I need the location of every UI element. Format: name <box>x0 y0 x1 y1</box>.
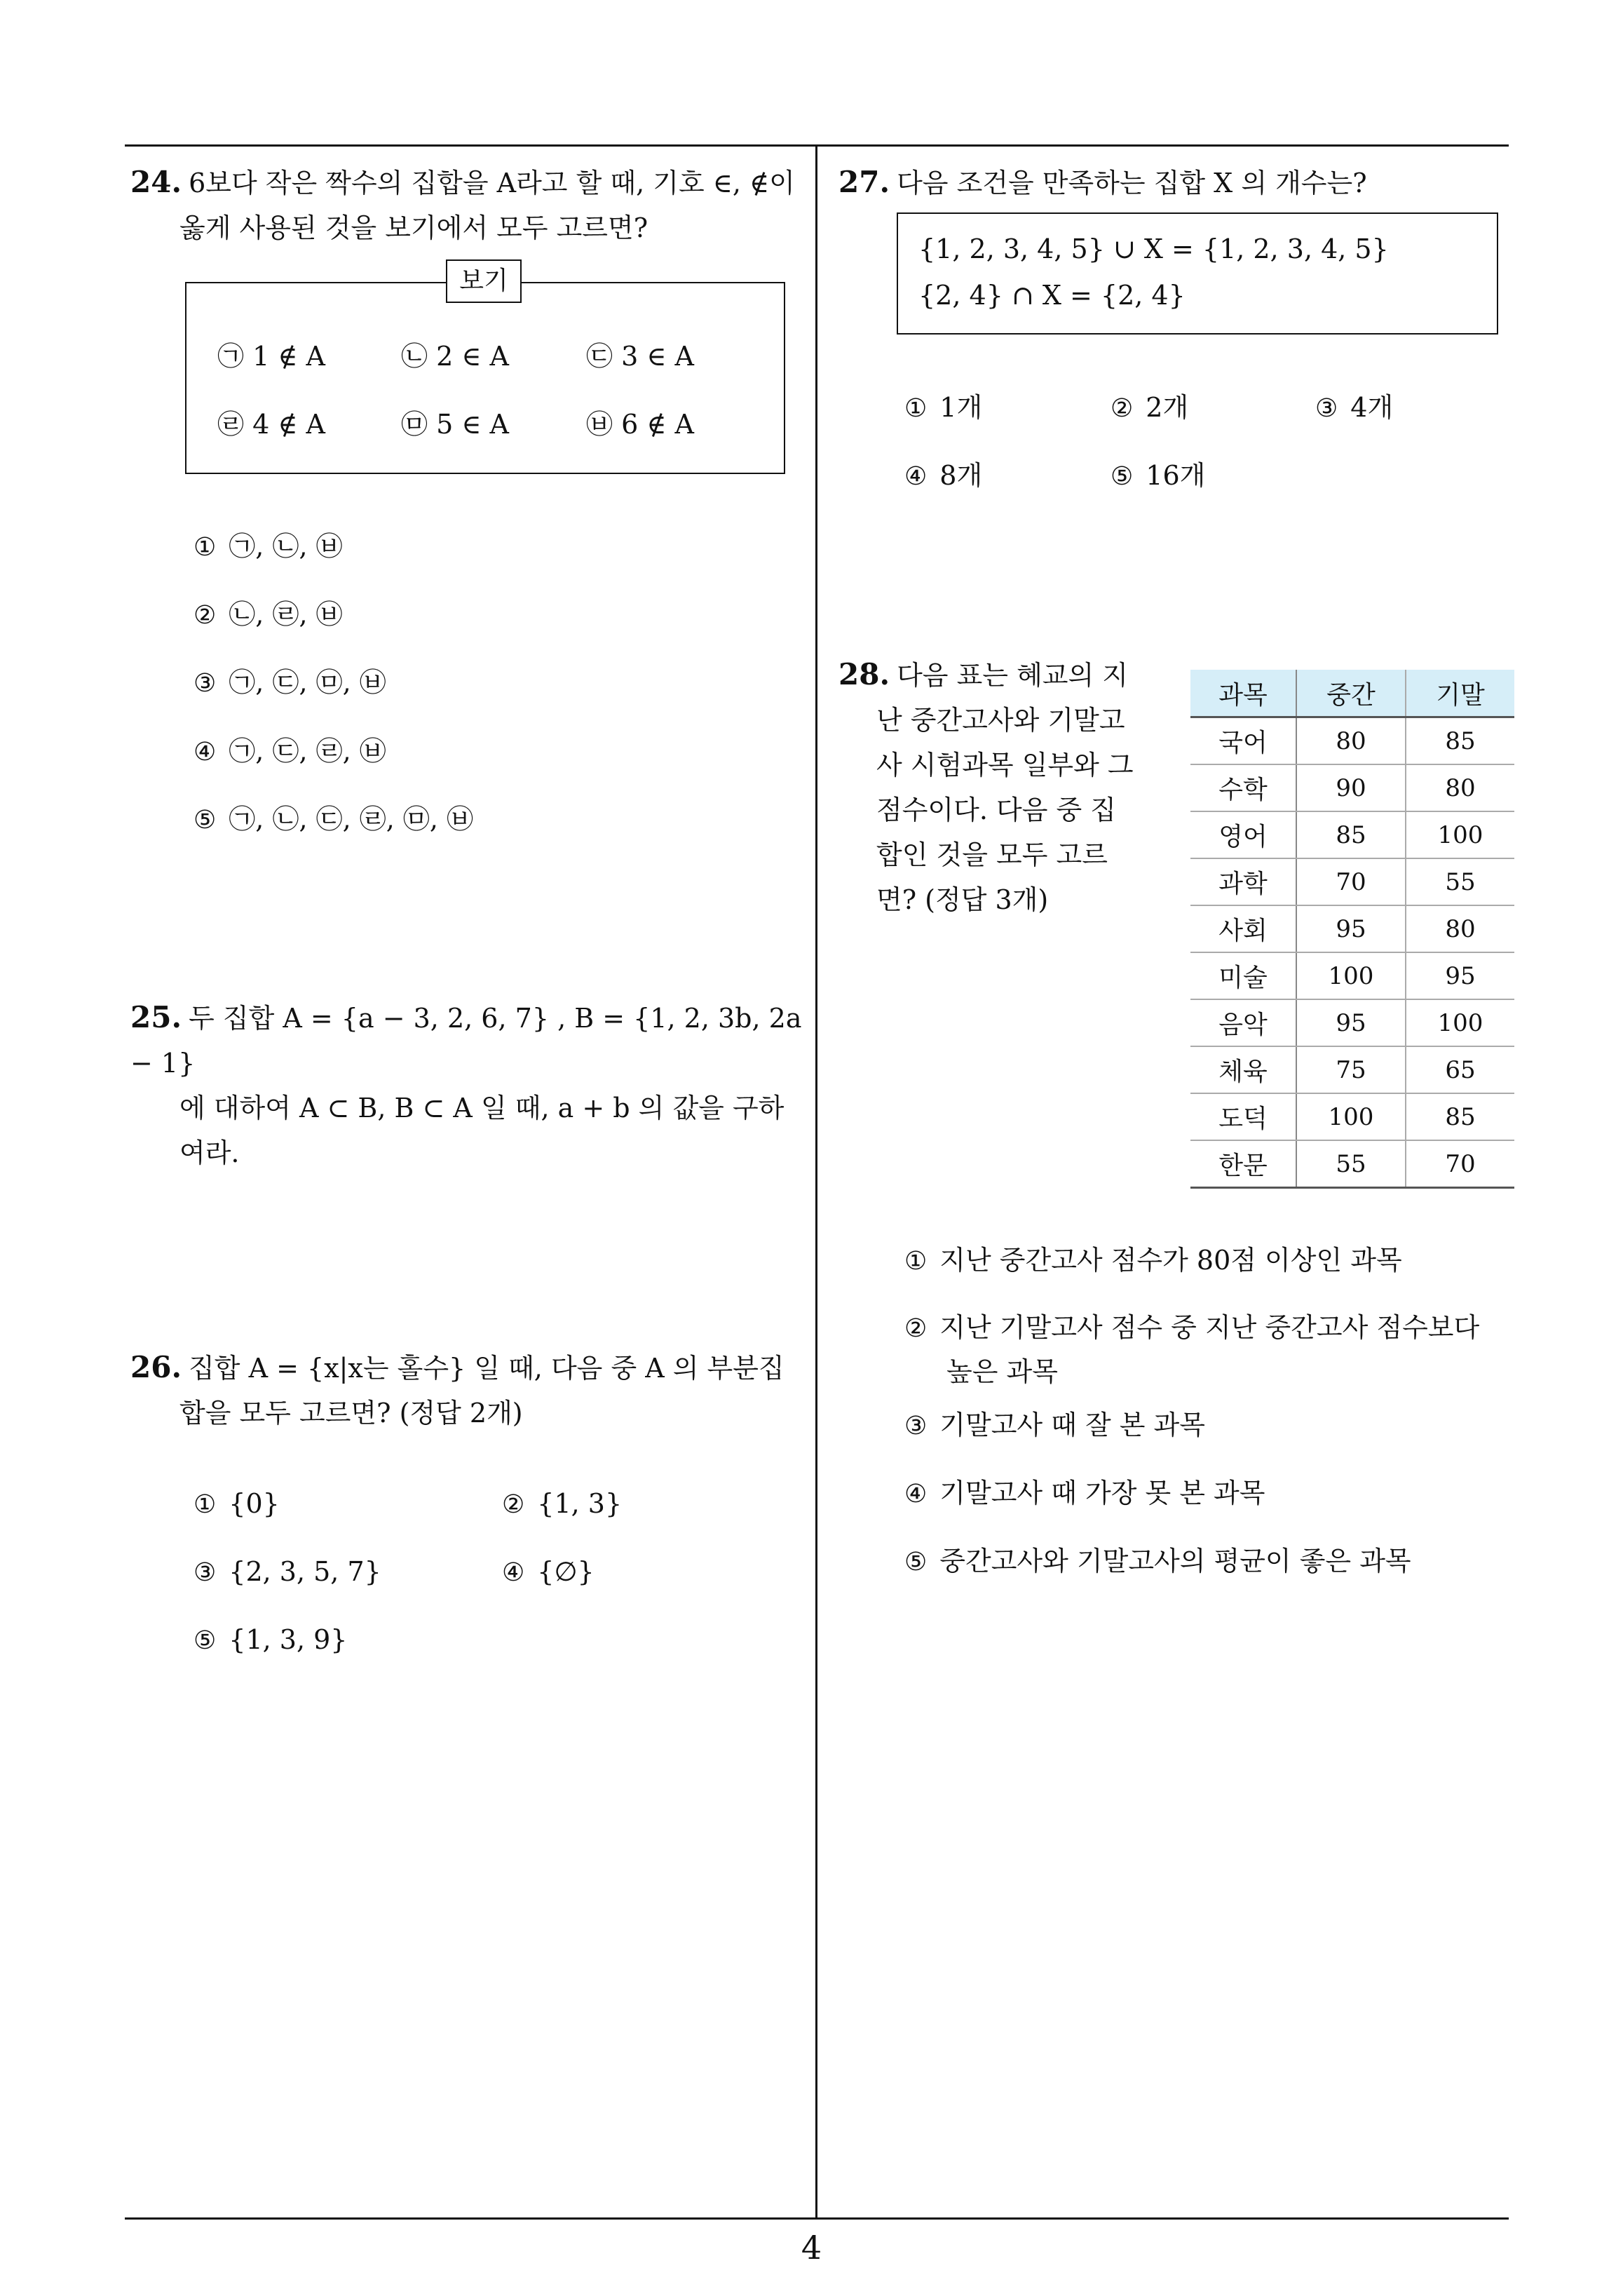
final-score: 65 <box>1406 1046 1514 1093</box>
question-24 <box>130 160 803 250</box>
column-header: 기말 <box>1406 670 1514 717</box>
midterm-score: 85 <box>1296 811 1406 858</box>
table-row <box>1190 905 1514 952</box>
answer-choice[interactable]: ③ ㉠, ㉢, ㉤, ㉥ <box>193 667 386 698</box>
question-number: 26. <box>130 1350 182 1384</box>
score-table <box>1190 670 1514 1189</box>
question-25 <box>130 995 803 1175</box>
condition-line: {2, 4} ∩ X = {2, 4} <box>918 280 1186 311</box>
bottom-rule <box>125 2217 1509 2220</box>
table-row <box>1190 999 1514 1046</box>
question-26 <box>130 1345 803 1436</box>
final-score: 95 <box>1406 952 1514 999</box>
midterm-score: 90 <box>1296 764 1406 811</box>
answer-choice[interactable]: ② 2개 <box>1111 392 1189 423</box>
subject-cell: 음악 <box>1190 999 1296 1046</box>
table-row <box>1190 858 1514 905</box>
subject-cell: 체육 <box>1190 1046 1296 1093</box>
midterm-score: 70 <box>1296 858 1406 905</box>
question-number: 24. <box>130 165 182 199</box>
bogi-item: ㉡ 2 ∈ A <box>401 341 509 372</box>
answer-choice[interactable]: ④ ㉠, ㉢, ㉣, ㉥ <box>193 736 386 767</box>
question-28 <box>838 652 1161 922</box>
subject-cell: 국어 <box>1190 717 1296 765</box>
bogi-item: ㉢ 3 ∈ A <box>586 341 694 372</box>
question-number: 25. <box>130 1000 182 1034</box>
midterm-score: 100 <box>1296 1093 1406 1140</box>
answer-choice[interactable]: ① {0} <box>193 1488 280 1519</box>
answer-choice[interactable]: ② ㉡, ㉣, ㉥ <box>193 599 343 630</box>
page-number: 4 <box>801 2229 822 2267</box>
final-score: 80 <box>1406 905 1514 952</box>
column-header: 중간 <box>1296 670 1406 717</box>
question-text: 옳게 사용된 것을 보기에서 모두 고르면? <box>179 212 648 243</box>
answer-choice[interactable]: ① 1개 <box>904 392 983 423</box>
table-row <box>1190 1046 1514 1093</box>
bogi-item: ㉠ 1 ∉ A <box>217 341 325 372</box>
table-row <box>1190 1093 1514 1140</box>
table-row <box>1190 1140 1514 1188</box>
midterm-score: 55 <box>1296 1140 1406 1188</box>
subject-cell: 영어 <box>1190 811 1296 858</box>
answer-choice[interactable]: ⑤ {1, 3, 9} <box>193 1624 348 1655</box>
final-score: 55 <box>1406 858 1514 905</box>
table-row <box>1190 811 1514 858</box>
bogi-item: ㉥ 6 ∉ A <box>586 409 694 440</box>
answer-choice[interactable]: ② {1, 3} <box>502 1488 623 1519</box>
question-text: 사 시험과목 일부와 그 <box>876 750 1134 781</box>
final-score: 85 <box>1406 717 1514 765</box>
bogi-item: ㉤ 5 ∈ A <box>401 409 509 440</box>
question-number: 27. <box>838 165 890 199</box>
question-text: 난 중간고사와 기말고 <box>876 705 1125 736</box>
subject-cell: 한문 <box>1190 1140 1296 1188</box>
subject-cell: 미술 <box>1190 952 1296 999</box>
condition-line: {1, 2, 3, 4, 5} ∪ X = {1, 2, 3, 4, 5} <box>918 234 1389 264</box>
answer-choice[interactable]: ③ {2, 3, 5, 7} <box>193 1556 381 1587</box>
question-text: 집합 A = {x|x는 홀수} 일 때, 다음 중 A 의 부분집 <box>189 1353 785 1384</box>
final-score: 80 <box>1406 764 1514 811</box>
question-text: 두 집합 A = {a − 3, 2, 6, 7} , B = {1, 2, 3b, 2a − 1} <box>130 1003 802 1079</box>
answer-choice-continuation: 높은 과목 <box>946 1356 1058 1387</box>
question-27 <box>838 160 1498 205</box>
question-text: 다음 표는 혜교의 지 <box>897 660 1128 691</box>
question-text: 점수이다. 다음 중 집 <box>876 795 1116 825</box>
question-text: 다음 조건을 만족하는 집합 X 의 개수는? <box>897 168 1367 198</box>
answer-choice[interactable]: ① ㉠, ㉡, ㉥ <box>193 531 343 562</box>
question-text: 여라. <box>179 1137 240 1168</box>
midterm-score: 95 <box>1296 999 1406 1046</box>
column-header: 과목 <box>1190 670 1296 717</box>
answer-choice[interactable]: ④ {∅} <box>502 1556 595 1587</box>
table-header-row <box>1190 670 1514 717</box>
answer-choice[interactable]: ⑤ 16개 <box>1111 460 1206 491</box>
question-text: 합인 것을 모두 고르 <box>876 839 1108 870</box>
table-row <box>1190 952 1514 999</box>
subject-cell: 사회 <box>1190 905 1296 952</box>
subject-cell: 과학 <box>1190 858 1296 905</box>
subject-cell: 도덕 <box>1190 1093 1296 1140</box>
subject-cell: 수학 <box>1190 764 1296 811</box>
question-text: 면? (정답 3개) <box>876 884 1049 915</box>
answer-choice[interactable]: ③ 4개 <box>1315 392 1394 423</box>
answer-choice[interactable]: ② 지난 기말고사 점수 중 지난 중간고사 점수보다 <box>904 1312 1480 1343</box>
question-text: 합을 모두 고르면? (정답 2개) <box>179 1398 523 1429</box>
bogi-item: ㉣ 4 ∉ A <box>217 409 325 440</box>
bogi-title: 보기 <box>446 259 522 303</box>
answer-choice[interactable]: ③ 기말고사 때 잘 본 과목 <box>904 1410 1205 1440</box>
final-score: 85 <box>1406 1093 1514 1140</box>
answer-choice[interactable]: ④ 8개 <box>904 460 983 491</box>
midterm-score: 95 <box>1296 905 1406 952</box>
final-score: 70 <box>1406 1140 1514 1188</box>
final-score: 100 <box>1406 811 1514 858</box>
question-text: 에 대하여 A ⊂ B, B ⊂ A 일 때, a + b 의 값을 구하 <box>179 1093 785 1123</box>
midterm-score: 80 <box>1296 717 1406 765</box>
midterm-score: 100 <box>1296 952 1406 999</box>
question-text: 6보다 작은 짝수의 집합을 A라고 할 때, 기호 ∈, ∉이 <box>189 168 795 198</box>
answer-choice[interactable]: ⑤ 중간고사와 기말고사의 평균이 좋은 과목 <box>904 1546 1411 1576</box>
table-row <box>1190 764 1514 811</box>
final-score: 100 <box>1406 999 1514 1046</box>
question-number: 28. <box>838 657 890 691</box>
bogi-box <box>185 282 785 474</box>
answer-choice[interactable]: ① 지난 중간고사 점수가 80점 이상인 과목 <box>904 1245 1402 1276</box>
table-row <box>1190 717 1514 765</box>
midterm-score: 75 <box>1296 1046 1406 1093</box>
answer-choice[interactable]: ④ 기말고사 때 가장 못 본 과목 <box>904 1478 1265 1508</box>
answer-choice[interactable]: ⑤ ㉠, ㉡, ㉢, ㉣, ㉤, ㉥ <box>193 804 474 835</box>
column-divider <box>815 144 817 2217</box>
